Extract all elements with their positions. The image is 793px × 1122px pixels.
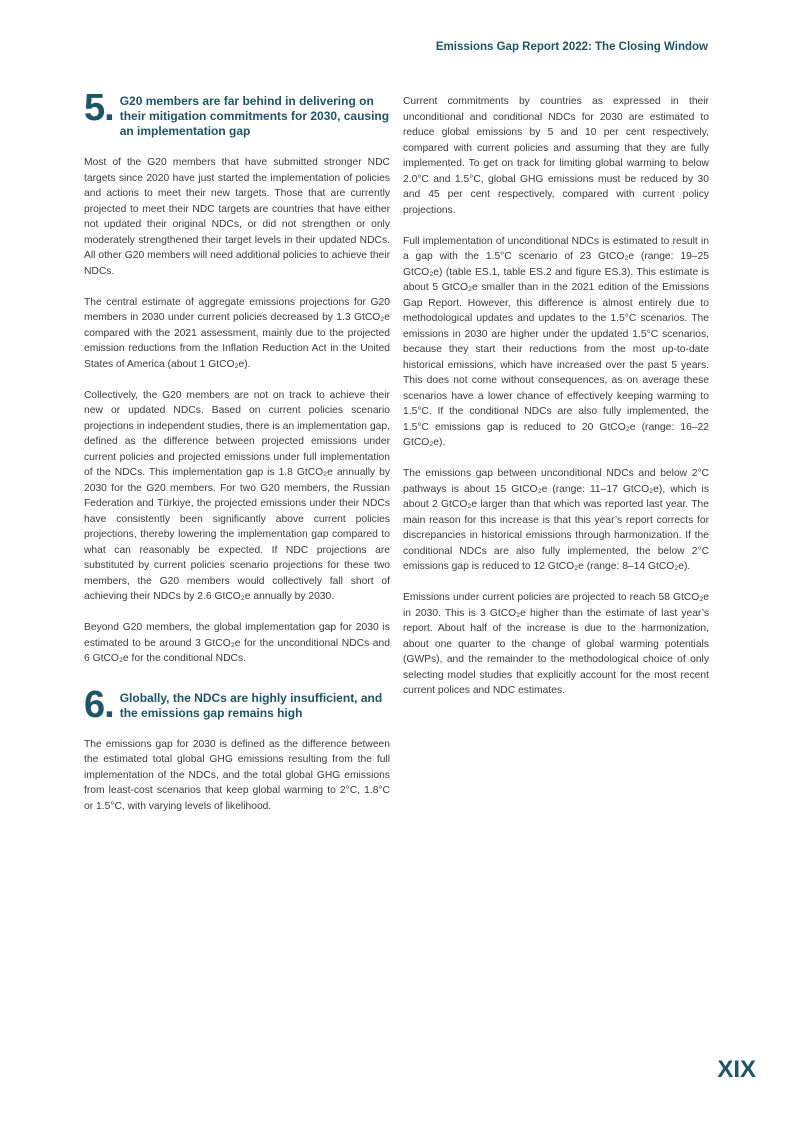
paragraph: The emissions gap between unconditional NDCs and below 2°C pathways is about 15 GtCO₂e (range: 11–17 GtCO₂e), which is about 2 GtCO₂e larger than that which was reported last year. The main reason for this increase is that this year’s report corrects for discrepancies in historical emissions through harmonization. If the conditional NDCs are also fully implemented, the below 2°C emissions gap is reduced to 12 GtCO₂e (range: 8–14 GtCO₂e). bbox=[403, 468, 709, 572]
section-number: 5. bbox=[84, 87, 114, 129]
section-number: 6. bbox=[84, 683, 114, 726]
page-number: XIX bbox=[717, 1056, 756, 1083]
left-column bbox=[84, 87, 390, 830]
paragraph: Emissions under current policies are projected to reach 58 GtCO₂e in 2030. This is 3 GtCO₂e higher than the estimate of last year’s report. About half of the increase is due to the harmonization, about one quarter to the change of global warming potentials (GWPs), and the remainder to the methodological choice of only selecting model studies that explicitly account for the most recent current polices and NDC estimates. bbox=[403, 592, 709, 696]
paragraph: The central estimate of aggregate emissions projections for G20 members in 2030 under current policies decreased by 1.3 GtCO₂e compared with the 2021 assessment, mainly due to the projected emission reductions from the Inflation Reduction Act in the United States of America (about 1 GtCO₂e). bbox=[84, 296, 390, 370]
section-5-heading bbox=[84, 87, 390, 139]
paragraph: Full implementation of unconditional NDCs is estimated to result in a gap with the 1.5°C scenario of 23 GtCO₂e (range: 19–25 GtCO₂e) (table ES.1, table ES.2 and figure ES.3). This estimate is about 5 GtCO₂e smaller than in the 2021 edition of the Emissions Gap Report. However, this difference is almost entirely due to methodological updates and updates to the 1.5°C scenarios. The emissions in 2030 are higher under the updated 1.5°C scenarios, because they start their reductions from the most up-to-date historical emissions, which have increased over the past 5 years. This does not come without consequences, as on average these scenarios have a lower chance of effectively keeping warming to 1.5°C. If the conditional NDCs are also fully implemented, the 1.5°C emissions gap is reduced to 20 GtCO₂e (range: 16–22 GtCO₂e). bbox=[403, 235, 709, 448]
section-title: G20 members are far behind in delivering on their mitigation commitments for 2030, causing an implementation gap bbox=[119, 94, 390, 138]
paragraph: Most of the G20 members that have submitted stronger NDC targets since 2020 have just started the implementation of policies and actions to meet their new targets. Those that are currently projected to meet their NDC targets are countries that have either not updated their original NDCs, or did not strengthen or only moderately strengthened their target levels in their updated NDCs. All other G20 members will need additional policies to achieve their NDCs. bbox=[84, 157, 390, 277]
paragraph: Current commitments by countries as expressed in their unconditional and conditional NDCs for 2030 are estimated to reduce global emissions by 5 and 10 per cent respectively, compared with current policies and assuming that they are fully implemented. To get on track for limiting global warming to below 2.0°C and 1.5°C, global GHG emissions must be reduced by 30 and 45 per cent respectively, compared with current policy projections. bbox=[403, 96, 709, 216]
paragraph: Beyond G20 members, the global implementation gap for 2030 is estimated to be around 3 GtCO₂e for the unconditional NDCs and 6 GtCO₂e for the conditional NDCs. bbox=[84, 622, 390, 664]
running-header: Emissions Gap Report 2022: The Closing Window bbox=[435, 41, 708, 53]
section-6-heading bbox=[84, 683, 390, 726]
paragraph: Collectively, the G20 members are not on track to achieve their new or updated NDCs. Based on current policies scenario projections in independent studies, there is an implementation gap, defined as the difference between projected emissions under current policies and projected emissions under full implementation of the NDCs. This implementation gap is 1.8 GtCO₂e annually by 2030 for the G20 members. For two G20 members, the Russian Federation and Türkiye, the projected emissions under their NDCs have consistently been significantly above current policies projections, thereby lowering the implementation gap compared to what can reasonably be expected. If NDC projections are substituted by current policies scenario projections for these two members, the G20 members would collectively fall short of achieving their NDCs by 2.6 GtCO₂e annually by 2030. bbox=[84, 389, 390, 602]
right-column bbox=[403, 94, 709, 714]
section-title: Globally, the NDCs are highly insufficient, and the emissions gap remains high bbox=[119, 690, 383, 720]
paragraph: The emissions gap for 2030 is defined as the difference between the estimated total global GHG emissions resulting from the full implementation of the NDCs, and the total global GHG emissions from least-cost scenarios that keep global warming to 2°C, 1.8°C or 1.5°C, with varying levels of likelihood. bbox=[84, 738, 390, 812]
